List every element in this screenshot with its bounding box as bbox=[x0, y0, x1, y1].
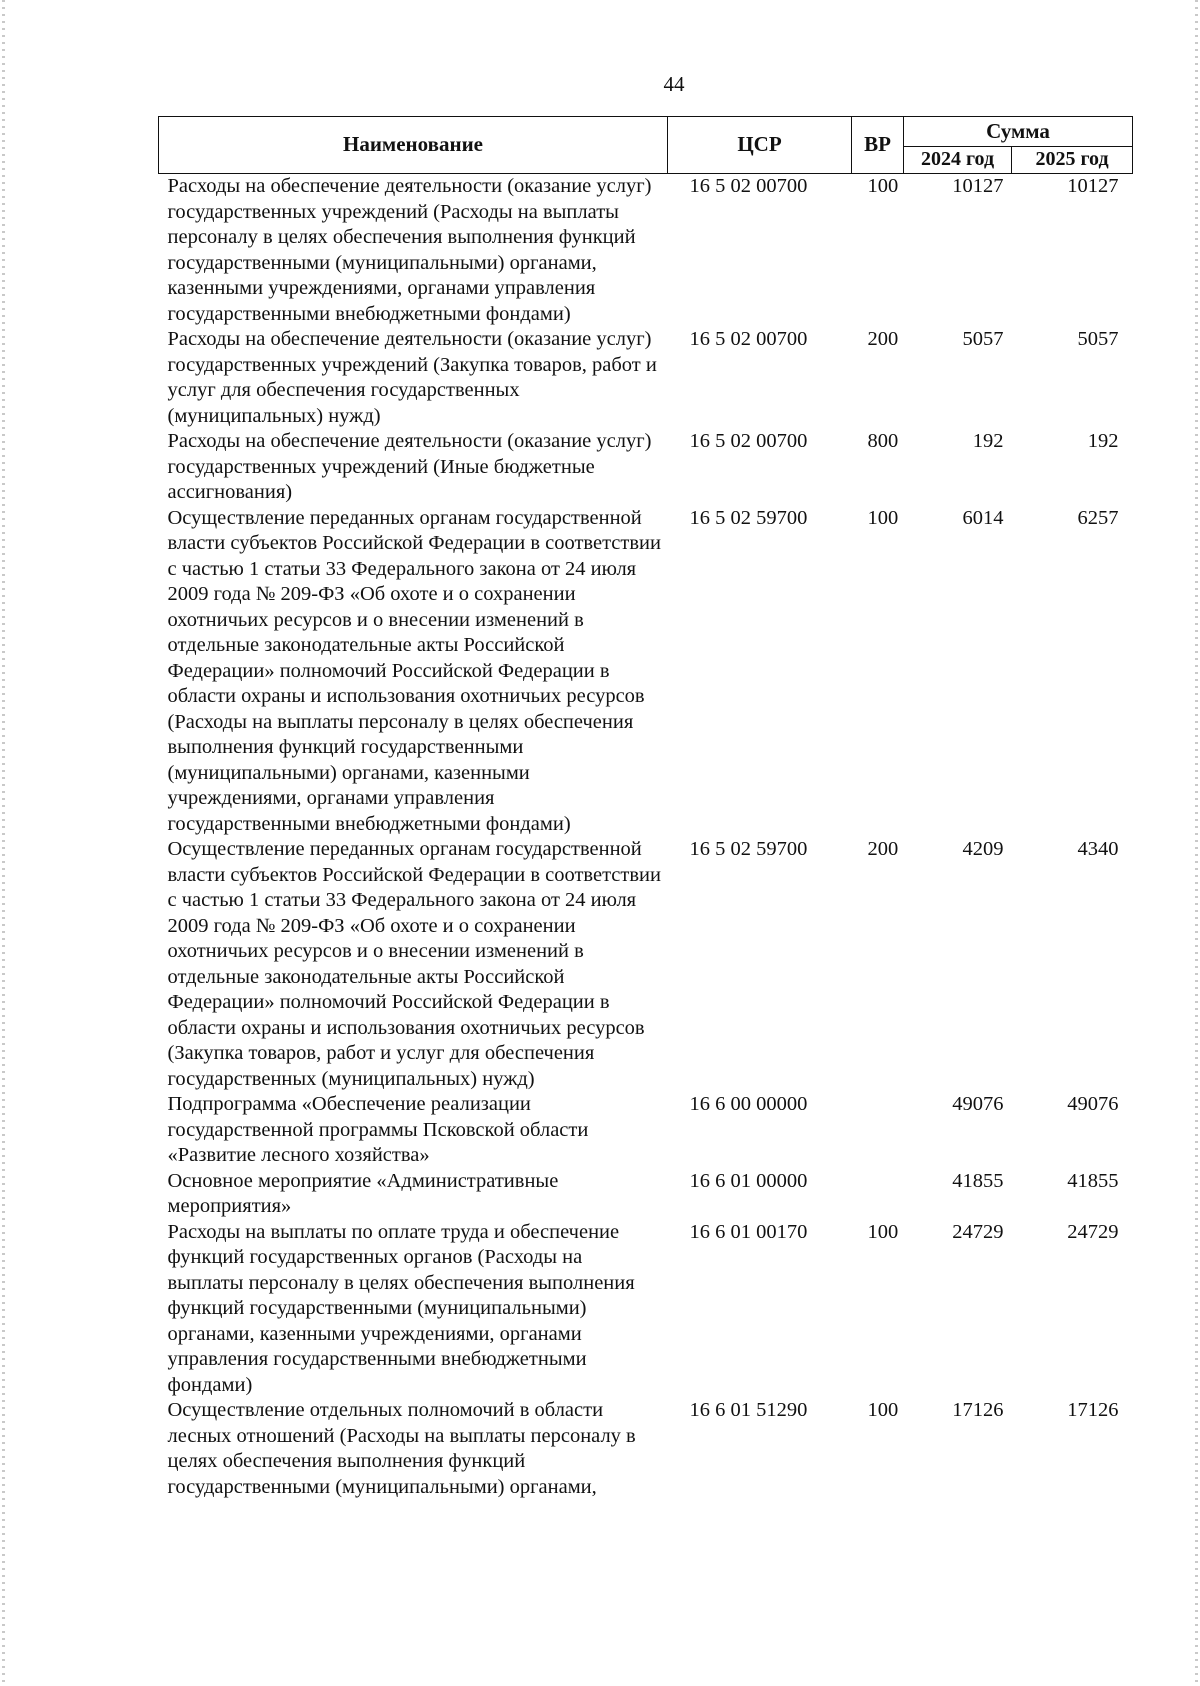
table-row bbox=[159, 429, 1133, 506]
row-vr: 100 bbox=[867, 506, 899, 529]
row-sum-2025: 10127 bbox=[1067, 175, 1119, 197]
row-sum-2024: 10127 bbox=[952, 175, 1004, 197]
row-name: Расходы на выплаты по оплате труда и обеспечение функций государственных органов (Расходы на выплаты персоналу в целях обеспечения выполнения функций государственными (муниципальными) органами, казенными учреждениями, органами управления государственными внебюджетными фондами) bbox=[167, 1220, 635, 1396]
row-sum-2024: 41855 bbox=[952, 1169, 1004, 1192]
header-csr: ЦСР bbox=[668, 117, 852, 174]
table-row bbox=[159, 327, 1133, 429]
table-row bbox=[159, 174, 1133, 328]
row-name: Расходы на обеспечение деятельности (оказание услуг) государственных учреждений (Закупка товаров, работ и услуг для обеспечения государственных (муниципальных) нужд) bbox=[167, 328, 657, 427]
table-row bbox=[159, 1220, 1133, 1399]
table-row bbox=[159, 506, 1133, 838]
row-sum-2025: 41855 bbox=[1067, 1169, 1119, 1192]
row-csr: 16 6 01 51290 bbox=[689, 1399, 808, 1421]
row-sum-2024: 17126 bbox=[952, 1399, 1004, 1421]
row-sum-2024: 6014 bbox=[962, 506, 1004, 529]
row-sum-2025: 5057 bbox=[1077, 328, 1119, 350]
row-csr: 16 5 02 00700 bbox=[689, 175, 808, 197]
row-vr bbox=[852, 1092, 904, 1169]
row-csr: 16 6 01 00170 bbox=[689, 1220, 808, 1243]
row-sum-2024: 192 bbox=[972, 430, 1004, 452]
row-name: Подпрограмма «Обеспечение реализации государственной программы Псковской области «Развитие лесного хозяйства» bbox=[167, 1093, 589, 1166]
row-sum-2024: 49076 bbox=[952, 1093, 1004, 1115]
header-year-2025: 2025 год bbox=[1012, 146, 1133, 173]
row-sum-2025: 49076 bbox=[1067, 1093, 1119, 1115]
page-number: 44 bbox=[663, 72, 685, 96]
row-csr: 16 5 02 00700 bbox=[689, 430, 808, 452]
row-vr: 100 bbox=[867, 175, 899, 197]
header-name: Наименование bbox=[159, 117, 668, 174]
row-name: Расходы на обеспечение деятельности (оказание услуг) государственных учреждений (Иные бюджетные ассигнования) bbox=[167, 430, 652, 503]
row-csr: 16 5 02 59700 bbox=[689, 838, 808, 860]
row-sum-2024: 5057 bbox=[962, 328, 1004, 350]
row-sum-2025: 24729 bbox=[1067, 1220, 1119, 1243]
row-csr: 16 6 00 00000 bbox=[689, 1093, 808, 1115]
scan-edge-left bbox=[2, 0, 5, 1686]
row-vr: 100 bbox=[867, 1220, 899, 1243]
table-row bbox=[159, 1398, 1133, 1500]
row-vr: 800 bbox=[867, 430, 899, 452]
row-name: Осуществление переданных органам государственной власти субъектов Российской Федерации в соответствии с частью 1 статьи 33 Федерального закона от 24 июля 2009 года № 209-ФЗ «Об охоте и о сохранении охотничьих ресурсов и о внесении изменений в отдельные законодательные акты Российской Федерации» полномочий Российской Федерации в области охраны и использования охотничьих ресурсов (Закупка товаров, работ и услуг для обеспечения государственных (муниципальных) нужд) bbox=[167, 838, 661, 1090]
row-csr: 16 6 01 00000 bbox=[689, 1169, 808, 1192]
row-vr bbox=[852, 1169, 904, 1220]
budget-table bbox=[158, 116, 1133, 1500]
header-sum: Сумма bbox=[904, 117, 1133, 147]
row-name: Основное мероприятие «Административные мероприятия» bbox=[167, 1169, 559, 1217]
row-name: Осуществление переданных органам государственной власти субъектов Российской Федерации в соответствии с частью 1 статьи 33 Федерального закона от 24 июля 2009 года № 209-ФЗ «Об охоте и о сохранении охотничьих ресурсов и о внесении изменений в отдельные законодательные акты Российской Федерации» полномочий Российской Федерации в области охраны и использования охотничьих ресурсов (Расходы на выплаты персоналу в целях обеспечения выполнения функций государственными (муниципальными) органами, казенными учреждениями, органами управления государственными внебюджетными фондами) bbox=[167, 506, 661, 835]
row-vr: 200 bbox=[867, 328, 899, 350]
row-sum-2024: 24729 bbox=[952, 1220, 1004, 1243]
row-csr: 16 5 02 00700 bbox=[689, 328, 808, 350]
table-row bbox=[159, 1092, 1133, 1169]
row-sum-2024: 4209 bbox=[962, 838, 1004, 860]
row-sum-2025: 6257 bbox=[1077, 506, 1119, 529]
row-sum-2025: 192 bbox=[1087, 430, 1119, 452]
row-sum-2025: 4340 bbox=[1077, 838, 1119, 860]
table-row bbox=[159, 837, 1133, 1092]
row-csr: 16 5 02 59700 bbox=[689, 506, 808, 529]
row-name: Расходы на обеспечение деятельности (оказание услуг) государственных учреждений (Расходы на выплаты персоналу в целях обеспечения выполнения функций государственными (муниципальными) органами, казенными учреждениями, органами управления государственными внебюджетными фондами) bbox=[167, 175, 652, 325]
header-year-2024: 2024 год bbox=[904, 146, 1012, 173]
table-row bbox=[159, 1169, 1133, 1220]
scan-edge-right bbox=[1195, 0, 1198, 1686]
row-name: Осуществление отдельных полномочий в области лесных отношений (Расходы на выплаты персоналу в целях обеспечения выполнения функций государственными (муниципальными) органами, bbox=[167, 1399, 636, 1498]
header-vr: ВР bbox=[852, 117, 904, 174]
row-sum-2025: 17126 bbox=[1067, 1399, 1119, 1421]
row-vr: 100 bbox=[867, 1399, 899, 1421]
row-vr: 200 bbox=[867, 838, 899, 860]
